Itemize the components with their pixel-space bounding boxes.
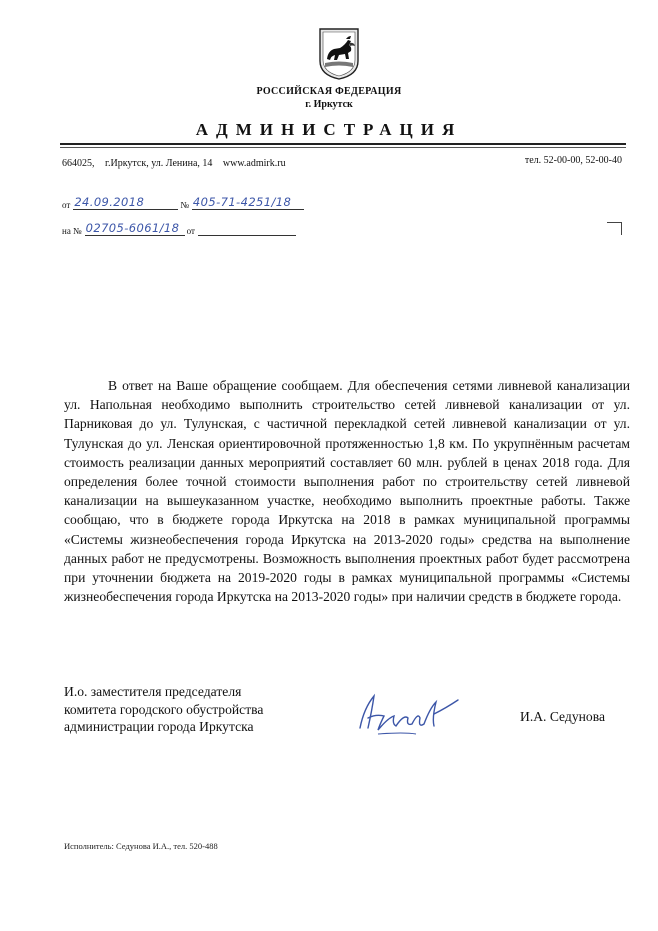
signatory-position [64, 683, 263, 736]
address-line [62, 158, 294, 169]
address-corner-mark [607, 222, 622, 235]
postcode: 664025, [62, 158, 95, 169]
outgoing-registration [62, 196, 304, 210]
reference-date-label: от [186, 226, 195, 236]
handwritten-signature [354, 688, 464, 738]
body-paragraph: В ответ на Ваше обращение сообщаем. Для обеспечения сетями ливневой канализации ул. Напольная необходимо выполнить строительство сетей ливневой канализации от ул. Парниковая до ул. Тулунская, с частичной перекладкой сетей ливневой канализации от ул. Тулунская до ул. Ленская ориентировочной протяженностью 1,8 км. По укрупнённым расчетам стоимость реализации данных мероприятий составляет 60 млн. рублей в ценах 2018 года. Для определения более точной стоимости выполнения работ по строительству сетей ливневой канализации на вышеуказанном участке, необходимо выполнить проектные работы. Также сообщаю, что в бюджете города Иркутска на 2018 в рамках муниципальной программы «Системы жизнеобеспечения города Иркутска на 2013-2020 годы» средства на выполнение данных работ не предусмотрены. Возможность выполнения проектных работ будет рассмотрена при уточнении бюджета на 2019-2020 годы в рамках муниципальной программы «Системы жизнеобеспечения города Иркутска на 2013-2020 годы» при наличии средств в бюджете города. [64, 378, 630, 605]
date-field [73, 196, 178, 210]
street-address: г.Иркутск, ул. Ленина, 14 [105, 158, 213, 169]
country-name: РОССИЙСКАЯ ФЕДЕРАЦИЯ [256, 86, 402, 97]
header-divider-thin [60, 147, 626, 148]
organization-title: АДМИНИСТРАЦИЯ [195, 120, 463, 139]
position-line: И.о. заместителя председателя [64, 684, 242, 699]
coat-of-arms-icon [318, 27, 360, 81]
date-label: от [62, 200, 71, 210]
website-link[interactable]: www.admirk.ru [222, 158, 286, 169]
signatory-name: И.А. Седунова [520, 709, 605, 724]
handwritten-reference: 02705-6061/18 [85, 221, 180, 235]
handwritten-date: 24.09.2018 [74, 195, 145, 209]
number-label: № [180, 200, 189, 210]
handwritten-number: 405-71-4251/18 [192, 195, 292, 209]
reference-label: на № [62, 226, 82, 236]
number-field [192, 196, 304, 210]
header-divider [60, 143, 626, 145]
reference-number-field [85, 222, 185, 236]
position-line: комитета городского обустройства [64, 701, 264, 717]
city-name: г. Иркутск [305, 99, 353, 110]
phone-numbers: тел. 52-00-00, 52-00-40 [524, 155, 622, 166]
reference-date-field [198, 222, 296, 236]
incoming-reference [62, 222, 296, 236]
executor-info: Исполнитель: Седунова И.А., тел. 520-488 [64, 841, 218, 851]
letter-body [64, 376, 630, 606]
position-line: администрации города Иркутска [64, 719, 254, 734]
